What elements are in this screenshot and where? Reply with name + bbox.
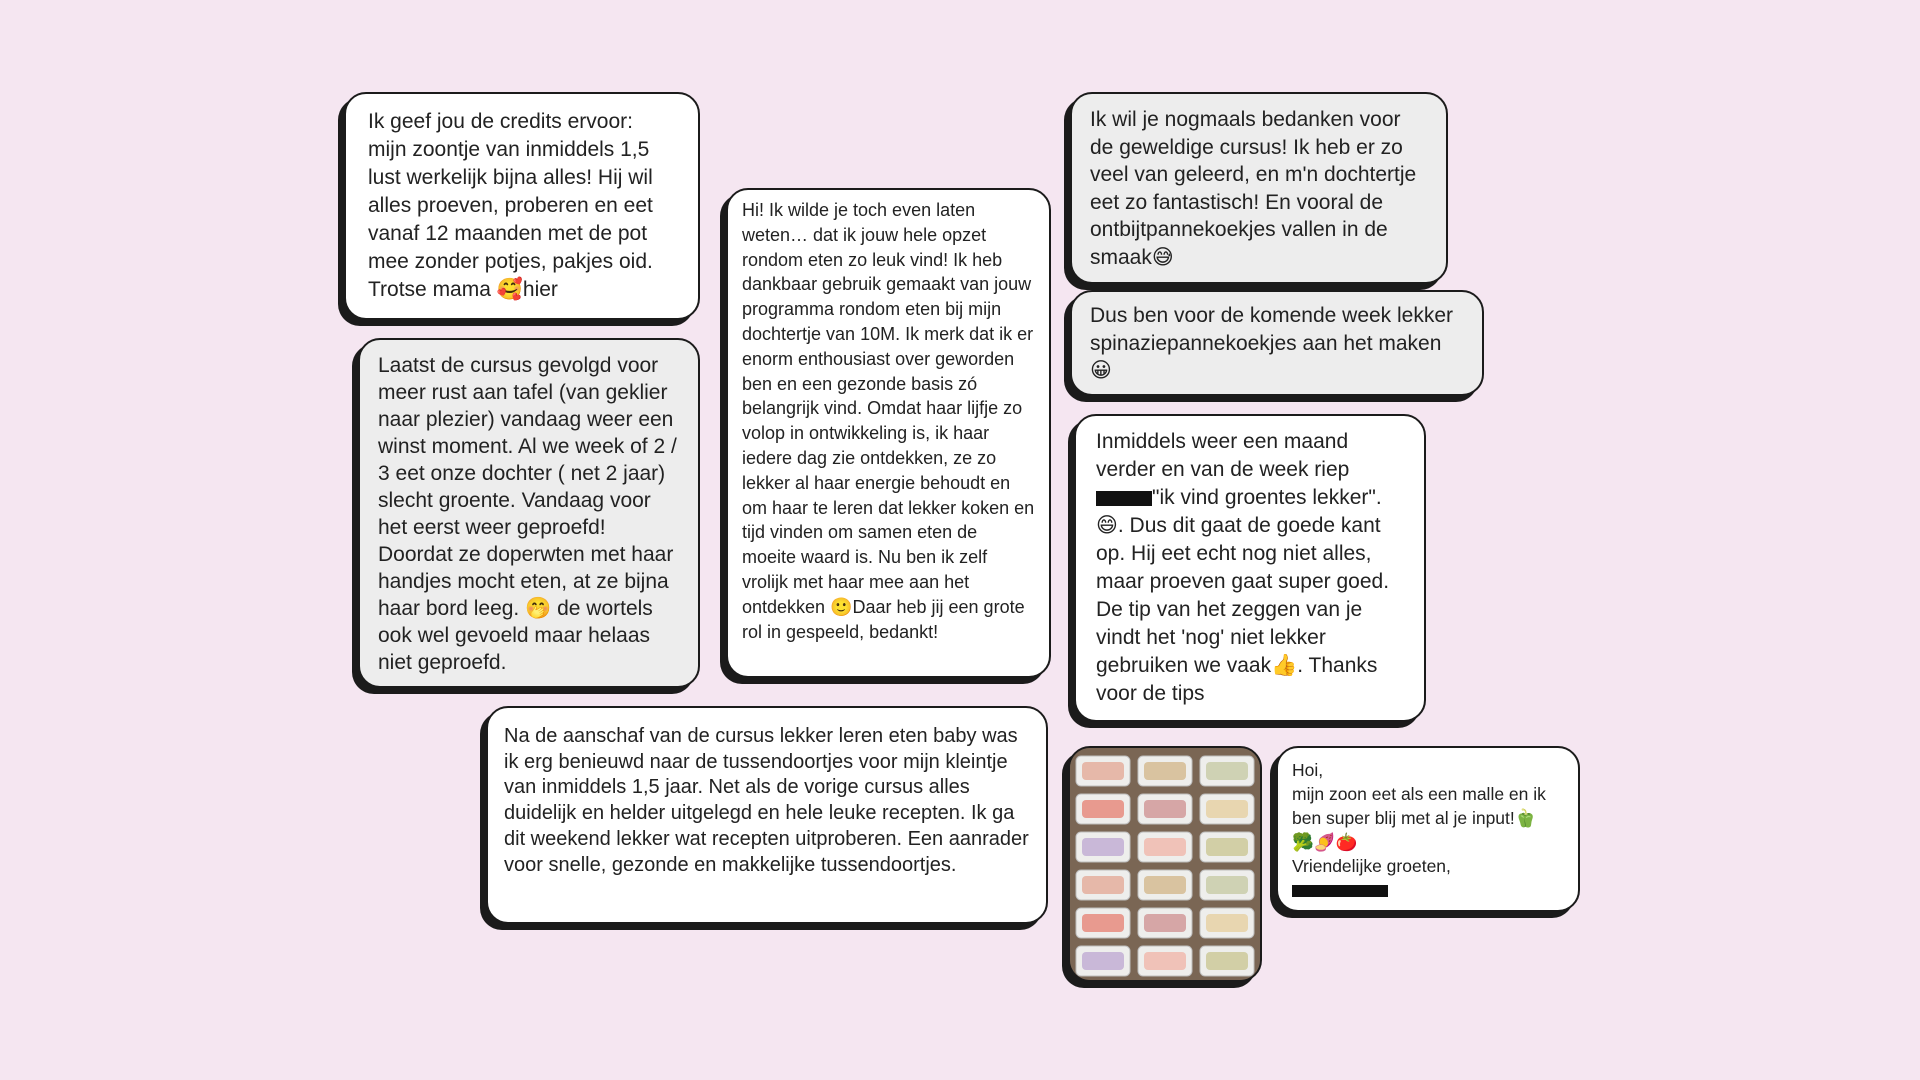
testimonial-t8 — [1276, 746, 1580, 912]
container-food — [1144, 838, 1186, 856]
t8-text: Hoi, mijn zoon eet als een malle en ik ben super blij met al je input!🫑 🥦🍠🍅 Vriendelijke groeten, — [1292, 760, 1546, 876]
container-food — [1144, 762, 1186, 780]
container-food — [1144, 914, 1186, 932]
testimonial-t5: Dus ben voor de komende week lekker spinaziepannekoekjes aan het maken 😀 — [1070, 290, 1484, 396]
container-food — [1082, 838, 1124, 856]
container-food — [1206, 914, 1248, 932]
container-food — [1144, 876, 1186, 894]
testimonial-t3: Hi! Ik wilde je toch even laten weten… dat ik jouw hele opzet rondom eten zo leuk vind! Ik heb dankbaar gebruik gemaakt van jouw programma rondom eten bij mijn dochtertje van 10M. Ik merk dat ik er enorm enthousiast over geworden ben en een gezonde basis zó belangrijk vind. Omdat haar lijfje zo volop in ontwikkeling is, ik haar iedere dag zie ontdekken, ze zo lekker al haar energie behoudt en om haar te leren dat lekker koken en tijd vinden om samen eten de moeite waard is. Nu ben ik zelf vrolijk met haar mee aan het ontdekken 🙂Daar heb jij een grote rol in gespeeld, bedankt! — [726, 188, 1051, 678]
container-food — [1206, 838, 1248, 856]
testimonial-t6 — [1074, 414, 1426, 722]
testimonial-t7: Na de aanschaf van de cursus lekker leren eten baby was ik erg benieuwd naar de tussendoortjes voor mijn kleintje van inmiddels 1,5 jaar. Net als de vorige cursus alles duidelijk en helder uitgelegd en hele leuke recepten. Ik ga dit weekend lekker wat recepten uitproberen. Een aanrader voor snelle, gezonde en makkelijke tussendoortjes. — [486, 706, 1048, 924]
container-food — [1206, 876, 1248, 894]
container-food — [1206, 762, 1248, 780]
testimonial-t2: Laatst de cursus gevolgd voor meer rust aan tafel (van geklier naar plezier) vandaag weer een winst moment. Al we week of 2 / 3 eet onze dochter ( net 2 jaar) slecht groente. Vandaag voor het eerst weer geproefd! Doordat ze doperwten met haar handjes mocht eten, at ze bijna haar bord leeg. 🤭 de wortels ook wel gevoeld maar helaas niet geproefd. — [358, 338, 700, 688]
food-photo-card — [1068, 746, 1262, 982]
container-food — [1082, 914, 1124, 932]
food-containers-photo — [1070, 748, 1262, 982]
redacted-signature — [1292, 885, 1388, 897]
container-food — [1144, 800, 1186, 818]
t6-text-before: Inmiddels weer een maand verder en van de week riep — [1096, 430, 1350, 481]
container-food — [1082, 876, 1124, 894]
container-food — [1206, 952, 1248, 970]
testimonial-t4: Ik wil je nogmaals bedanken voor de geweldige cursus! Ik heb er zo veel van geleerd, en m'n dochtertje eet zo fantastisch! En vooral de ontbijtpannekoekjes vallen in de smaak😅 — [1070, 92, 1448, 284]
t6-text-after: "ik vind groentes lekker". 😄. Dus dit gaat de goede kant op. Hij eet echt nog niet alles, maar proeven gaat super goed. De tip van het zeggen van je vindt het 'nog' niet lekker gebruiken we vaak👍. Thanks voor de tips — [1096, 486, 1390, 705]
container-food — [1082, 800, 1124, 818]
testimonial-t1: Ik geef jou de credits ervoor: mijn zoontje van inmiddels 1,5 lust werkelijk bijna alles! Hij wil alles proeven, proberen en eet vanaf 12 maanden met de pot mee zonder potjes, pakjes oid. Trotse mama 🥰hier — [344, 92, 700, 320]
container-food — [1144, 952, 1186, 970]
container-food — [1082, 762, 1124, 780]
container-food — [1082, 952, 1124, 970]
container-food — [1206, 800, 1248, 818]
redacted-name — [1096, 491, 1152, 506]
